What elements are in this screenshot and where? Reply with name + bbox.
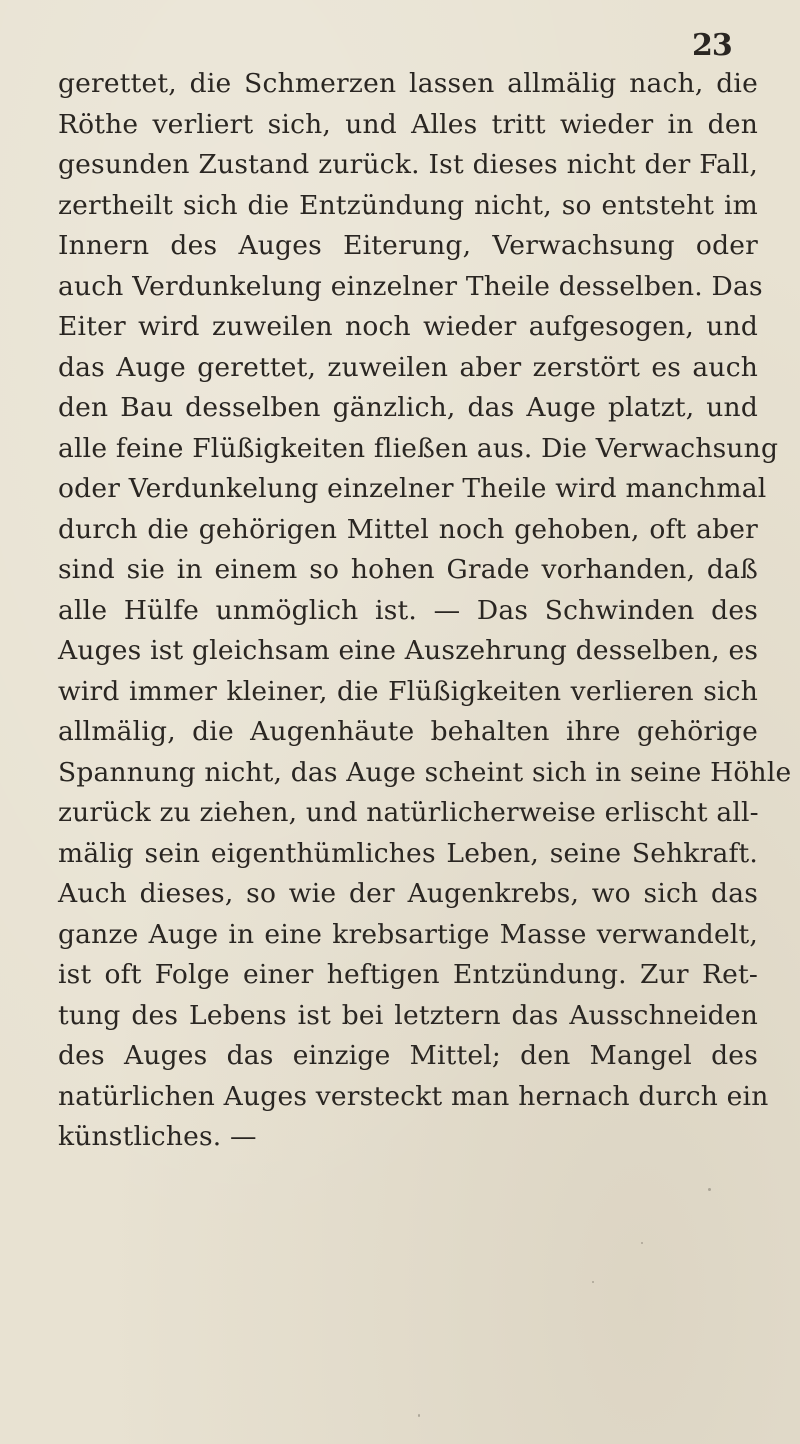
- text-line: sind sie in einem so hohen Grade vorhanden, daß: [58, 554, 758, 585]
- text-line: alle feine Flüßigkeiten fließen aus. Die Verwachsung: [58, 432, 779, 464]
- text-line: Spannung nicht, das Auge scheint sich in seine Höhle: [58, 756, 792, 788]
- text-line: ganze Auge in eine krebsartige Masse verwandelt,: [58, 918, 758, 950]
- text-line: durch die gehörigen Mittel noch gehoben, oft aber: [58, 513, 758, 545]
- text-line: das Auge gerettet, zuweilen aber zerstört es auch: [58, 351, 758, 383]
- text-line: Auges ist gleichsam eine Auszehrung desselben, es: [58, 635, 759, 666]
- text-line: gesunden Zustand zurück. Ist dieses nicht der Fall,: [58, 149, 758, 180]
- text-line: zurück zu ziehen, und natürlicherweise erlischt all-: [58, 797, 759, 828]
- text-line: natürlichen Auges versteckt man hernach durch ein: [58, 1080, 769, 1112]
- text-line: Innern des Auges Eiterung, Verwachsung oder: [58, 230, 758, 261]
- body-text: [58, 64, 792, 1158]
- text-line: alle Hülfe unmöglich ist. — Das Schwinden des: [58, 594, 758, 626]
- text-line: Röthe verliert sich, und Alles tritt wieder in den: [58, 108, 758, 140]
- text-line: auch Verdunkelung einzelner Theile desselben. Das: [58, 270, 763, 302]
- text-line: tung des Lebens ist bei letztern das Ausschneiden: [58, 999, 758, 1031]
- text-line: ist oft Folge einer heftigen Entzündung. Zur Ret-: [58, 959, 758, 990]
- paper-speck: [708, 1188, 711, 1191]
- text-line: allmälig, die Augenhäute behalten ihre gehörige: [58, 716, 758, 747]
- text-line: zertheilt sich die Entzündung nicht, so entsteht im: [58, 189, 758, 221]
- text-line: den Bau desselben gänzlich, das Auge platzt, und: [58, 392, 758, 423]
- text-line: gerettet, die Schmerzen lassen allmälig nach, die: [58, 68, 758, 99]
- text-line: des Auges das einzige Mittel; den Mangel des: [58, 1040, 758, 1071]
- text-line: künstliches. —: [58, 1121, 257, 1152]
- page-number: 23: [692, 28, 732, 63]
- text-line: mälig sein eigenthümliches Leben, seine Sehkraft.: [58, 837, 758, 869]
- text-line: wird immer kleiner, die Flüßigkeiten verlieren sich: [58, 675, 758, 707]
- paper-speck: [641, 1242, 643, 1244]
- paper-speck: [592, 1281, 594, 1283]
- text-line: oder Verdunkelung einzelner Theile wird manchmal: [58, 473, 767, 504]
- paper-speck: [418, 1414, 420, 1417]
- text-line: Eiter wird zuweilen noch wieder aufgesogen, und: [58, 311, 758, 342]
- text-line: Auch dieses, so wie der Augenkrebs, wo sich das: [58, 878, 758, 909]
